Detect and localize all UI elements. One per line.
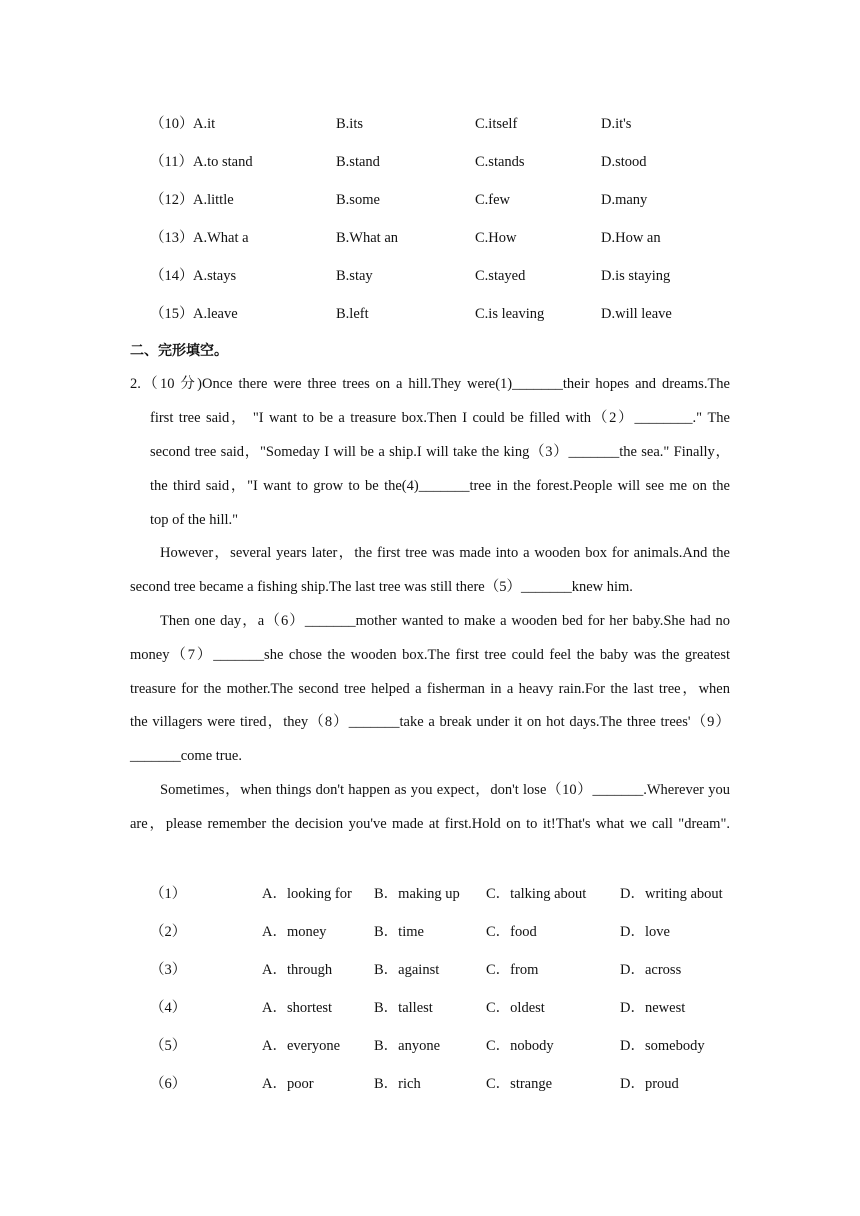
option-b: B.some (336, 192, 380, 208)
option-d: D.many (601, 192, 648, 208)
option-a: A.it (193, 116, 216, 132)
option-a: A.leave (193, 306, 238, 322)
passage-line: first tree said， "I want to be a treasure box.Then I could be filled with（2）________." The (150, 410, 730, 426)
option-c: C．from (486, 962, 539, 978)
option-row (0, 227, 860, 249)
passage-line: Then one day，a（6）_______mother wanted to make a wooden bed for her baby.She had no (160, 613, 730, 629)
option-b: B.left (336, 306, 369, 322)
option-b: B.its (336, 116, 363, 132)
question-number: （15） (150, 306, 194, 322)
option-b: B.stand (336, 154, 380, 170)
passage-line: second tree said，"Someday I will be a ship.I will take the king（3）_______the sea." Finally， (150, 444, 730, 460)
option-d: D．newest (620, 1000, 686, 1016)
option-d: D.will leave (601, 306, 672, 322)
option-c: C．nobody (486, 1038, 554, 1054)
passage-line: second tree became a fishing ship.The last tree was still there（5）_______knew him. (130, 579, 633, 595)
option-c: C.How (475, 230, 517, 246)
option-d: D．writing about (620, 886, 723, 902)
question-number: （3） (150, 962, 187, 978)
question-number: （12） (150, 192, 194, 208)
option-c: C.itself (475, 116, 518, 132)
option-a: A.to stand (193, 154, 253, 170)
option-b: B.stay (336, 268, 373, 284)
option-d: D．love (620, 924, 670, 940)
option-b: B．tallest (374, 1000, 433, 1016)
option-a: A．everyone (262, 1038, 341, 1054)
option-c: C．food (486, 924, 537, 940)
option-b: B．against (374, 962, 440, 978)
option-a: A．through (262, 962, 333, 978)
option-row (0, 189, 860, 211)
option-c: C．oldest (486, 1000, 545, 1016)
option-b: B．rich (374, 1076, 421, 1092)
option-row (0, 883, 860, 905)
option-row (0, 1035, 860, 1057)
question-number: （11） (150, 154, 193, 170)
passage-line: money（7）_______she chose the wooden box.The first tree could feel the baby was the greatest (130, 647, 730, 663)
question-number: （6） (150, 1076, 187, 1092)
option-a: A.stays (193, 268, 237, 284)
option-c: C.stayed (475, 268, 526, 284)
option-c: C.is leaving (475, 306, 545, 322)
option-b: B.What an (336, 230, 399, 246)
option-c: C.few (475, 192, 511, 208)
option-d: D.How an (601, 230, 661, 246)
passage-line: the third said，"I want to grow to be the(4)_______tree in the forest.People will see me on the (150, 478, 730, 494)
option-c: C．strange (486, 1076, 553, 1092)
option-a: A．money (262, 924, 327, 940)
option-a: A．shortest (262, 1000, 333, 1016)
option-d: D．across (620, 962, 682, 978)
question-number: （10） (150, 116, 194, 132)
option-d: D.stood (601, 154, 647, 170)
option-row (0, 265, 860, 287)
passage-line: _______come true. (130, 748, 242, 764)
option-d: D.it's (601, 116, 632, 132)
question-number: （1） (150, 886, 187, 902)
option-a: A.What a (193, 230, 249, 246)
option-d: D．somebody (620, 1038, 705, 1054)
passage-line: treasure for the mother.The second tree helped a fisherman in a heavy rain.For the last tree，when (130, 681, 730, 697)
option-row (0, 997, 860, 1019)
passage-line: 2.（10 分)Once there were three trees on a hill.They were(1)_______their hopes and dreams.The (130, 376, 730, 392)
option-row (0, 1073, 860, 1095)
option-b: B．time (374, 924, 424, 940)
option-row (0, 151, 860, 173)
option-c: C.stands (475, 154, 525, 170)
option-a: A．poor (262, 1076, 314, 1092)
passage-line: top of the hill." (150, 512, 239, 528)
question-number: （2） (150, 924, 187, 940)
question-number: （4） (150, 1000, 187, 1016)
option-row (0, 113, 860, 135)
question-number: （13） (150, 230, 194, 246)
option-row (0, 959, 860, 981)
question-number: （14） (150, 268, 194, 284)
option-d: D．proud (620, 1076, 679, 1092)
option-a: A．looking for (262, 886, 352, 902)
option-b: B．making up (374, 886, 460, 902)
option-a: A.little (193, 192, 234, 208)
passage-line: Sometimes，when things don't happen as you expect，don't lose（10）_______.Wherever you (160, 782, 730, 798)
passage-line: are，please remember the decision you've made at first.Hold on to it!That's what we call "dream". (130, 816, 730, 832)
option-b: B．anyone (374, 1038, 441, 1054)
option-row (0, 921, 860, 943)
question-number: （5） (150, 1038, 187, 1054)
option-c: C．talking about (486, 886, 587, 902)
option-row (0, 303, 860, 325)
passage-line: However，several years later，the first tree was made into a wooden box for animals.And the (160, 545, 730, 561)
passage-line: the villagers were tired，they（8）_______take a break under it on hot days.The three trees'（9） (130, 714, 730, 730)
section-heading: 二、完形填空。 (130, 343, 228, 359)
option-d: D.is staying (601, 268, 671, 284)
